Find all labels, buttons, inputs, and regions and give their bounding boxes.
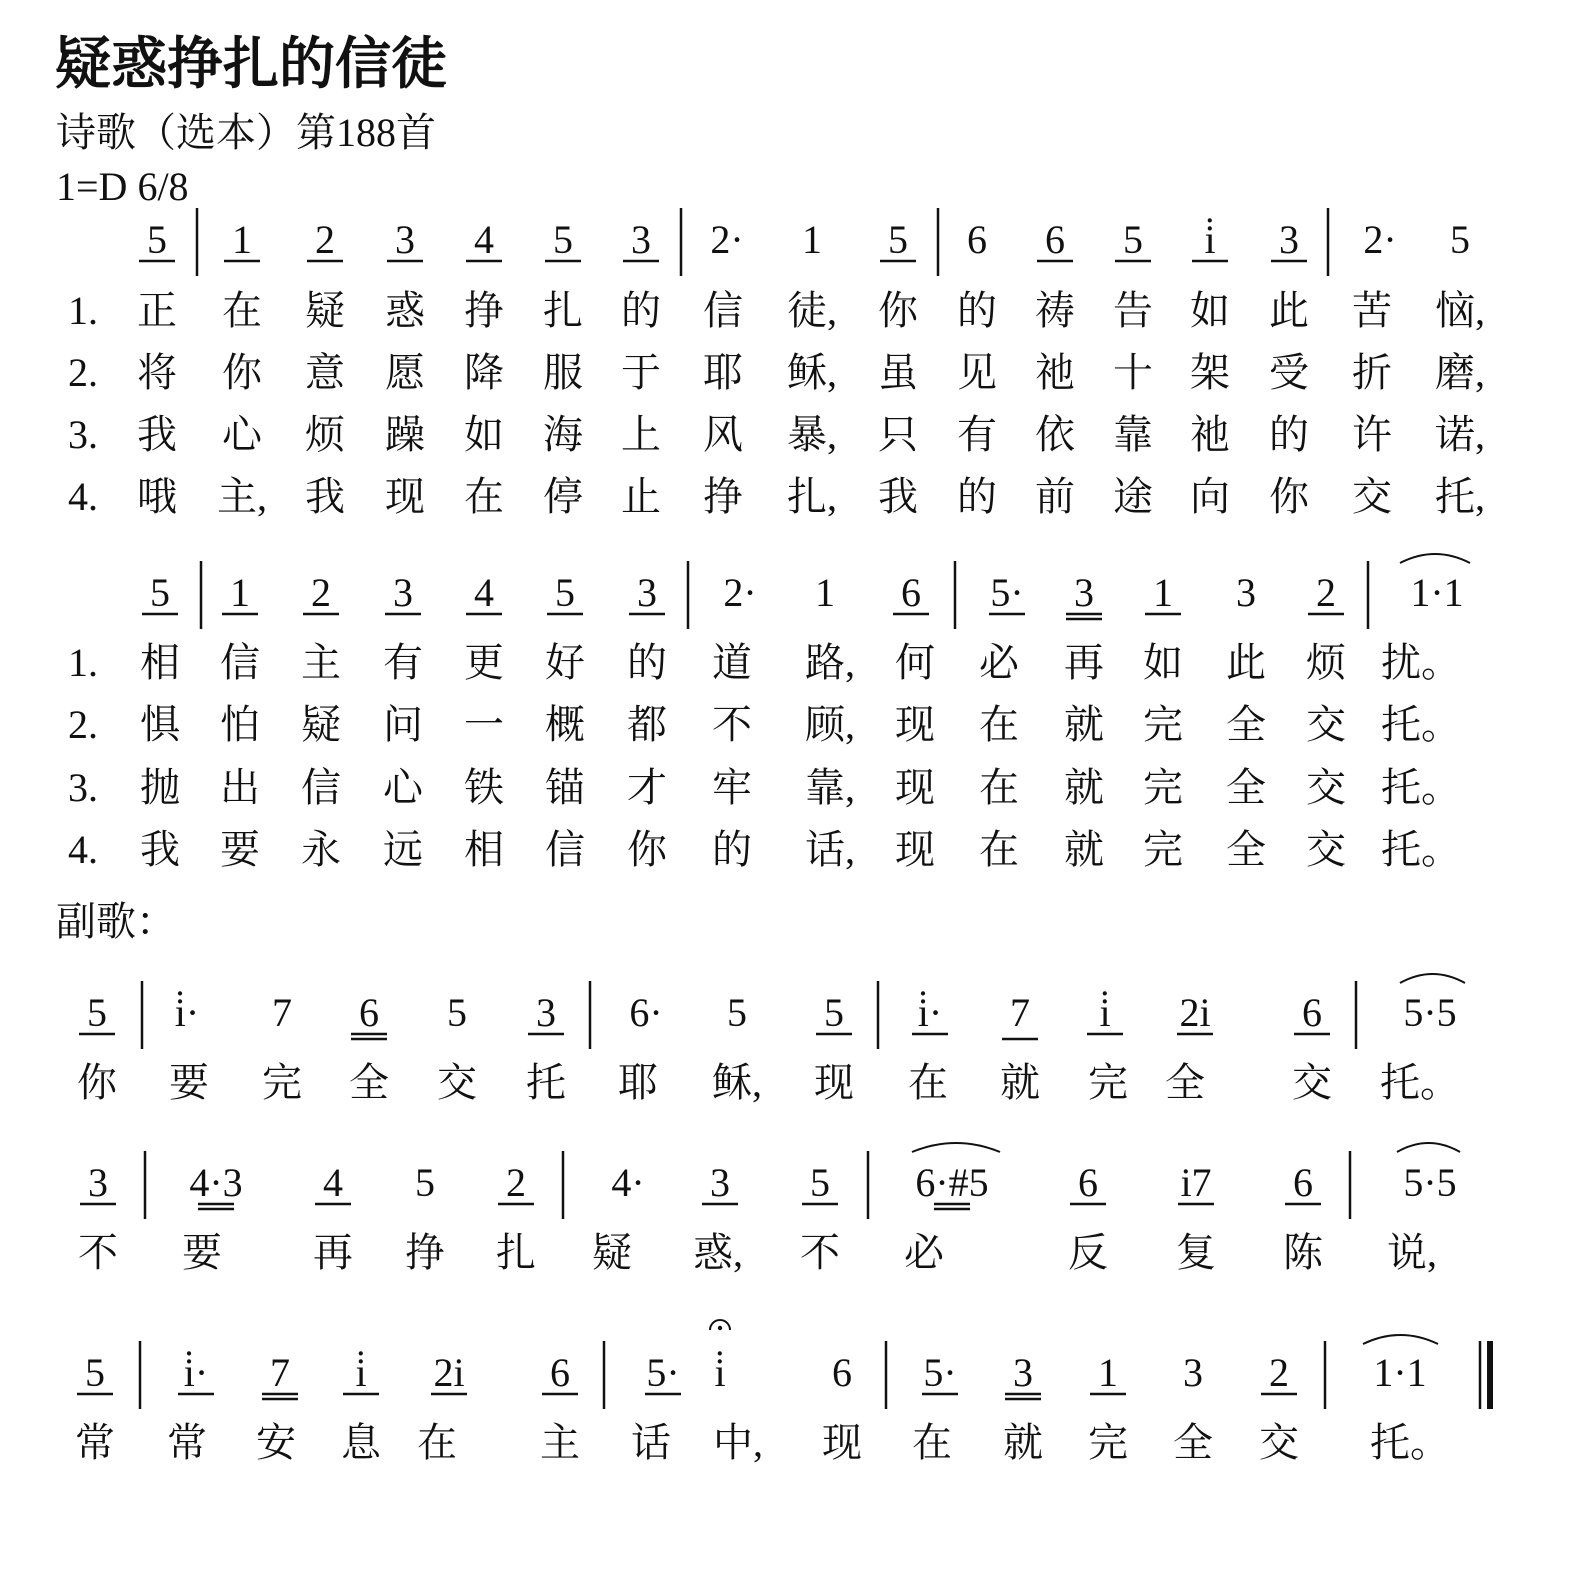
note: 6 [1302,990,1322,1035]
lyric-syllable: 现 [822,1420,862,1465]
lyric-syllable: 1. [68,640,98,685]
lyric-syllable: 你 [1269,474,1309,519]
lyric-syllable: 挣 [464,288,504,333]
lyric-syllable: 在 [417,1420,457,1465]
lyric-syllable: 徒, [787,288,837,333]
lyric-syllable: 托。 [1370,1420,1450,1465]
lyric-syllable: 4. [68,474,98,519]
lyric-syllable: 你 [627,827,667,872]
lyric-syllable: 十 [1113,350,1153,395]
fermata-dot [718,1326,722,1330]
lyric-syllable: 磨, [1435,350,1485,395]
lyric-syllable: 交 [1259,1420,1299,1465]
note: 1 [815,570,835,615]
lyric-syllable: 你 [77,1060,117,1105]
note: 3 [1183,1350,1203,1395]
lyric-syllable: 服 [543,350,583,395]
lyric-syllable: 概 [545,702,585,747]
lyric-syllable: 完 [1143,765,1183,810]
lyric-syllable: 就 [1064,765,1104,810]
lyric-syllable: 陈 [1283,1230,1323,1275]
lyric-syllable: 主, [217,474,267,519]
key-signature: 1=D 6/8 [56,164,189,209]
lyric-syllable: 告 [1113,288,1153,333]
lyric-syllable: 交 [1306,702,1346,747]
lyric-syllable: 4. [68,827,98,872]
lyric-syllable: 扎, [787,474,837,519]
lyric-syllable: 抛 [140,765,180,810]
note: 1 [1098,1350,1118,1395]
note: 3 [393,570,413,615]
lyric-syllable: 祂 [1190,412,1230,457]
lyric-syllable: 道 [712,640,752,685]
section-1 [147,217,1470,262]
note: i̇ [1204,217,1216,262]
note: 5 [727,990,747,1035]
lyric-syllable: 现 [895,827,935,872]
lyric-syllable: 托。 [1381,702,1461,747]
note: 3 [536,990,556,1035]
note: 1 [232,217,252,262]
lyric-syllable: 烦 [305,412,345,457]
lyric-syllable: 托。 [1381,827,1461,872]
lyric-syllable: 交 [1306,765,1346,810]
lyric-syllable: 主 [540,1420,580,1465]
lyric-syllable: 在 [222,288,262,333]
lyric-syllable: 此 [1269,288,1309,333]
lyric-syllable: 正 [137,288,177,333]
lyric-syllable: 有 [383,640,423,685]
note: 3 [710,1160,730,1205]
lyric-syllable: 交 [1352,474,1392,519]
lyric-syllable: 完 [262,1060,302,1105]
note: i̇ [1099,990,1111,1035]
lyric-syllable: 祂 [1035,350,1075,395]
note: 4·3 [189,1160,243,1205]
lyric-syllable: 全 [1226,702,1266,747]
lyric-syllable: 都 [627,702,667,747]
lyric-syllable: 许 [1352,412,1392,457]
lyric-syllable: 惑, [693,1230,743,1275]
lyric-syllable: 途 [1113,474,1153,519]
lyric-syllable: 托, [1435,474,1485,519]
lyric-syllable: 如 [464,412,504,457]
section-4 [88,1160,1457,1205]
lyric-syllable: 2. [68,702,98,747]
lyric-syllable: 交 [1292,1060,1332,1105]
lyric-syllable: 挣 [405,1230,445,1275]
lyric-syllable: 问 [383,702,423,747]
hymnal-reference: 诗歌（选本）第188首 [56,110,436,155]
note: 5 [888,217,908,262]
note: 7 [272,990,292,1035]
note: 1 [802,217,822,262]
lyric-syllable: 我 [878,474,918,519]
lyric-syllable: 完 [1088,1060,1128,1105]
lyric-syllable: 何 [895,640,935,685]
song-title: 疑惑挣扎的信徒 [55,32,447,97]
note: 5 [1123,217,1143,262]
tie-slur [1397,1143,1460,1152]
tie-slur [912,1143,1000,1152]
tie-slur [1400,974,1465,983]
lyric-syllable: 完 [1143,827,1183,872]
lyric-syllable: 如 [1190,288,1230,333]
note: 6 [1045,217,1065,262]
lyric-syllable: 在 [979,702,1019,747]
lyric-syllable: 现 [814,1060,854,1105]
lyric-syllable: 全 [1226,765,1266,810]
lyric-syllable: 稣, [712,1060,762,1105]
lyric-syllable: 全 [1173,1420,1213,1465]
lyric-syllable: 话, [805,827,855,872]
score-layer [68,208,1490,1465]
lyric-syllable: 靠, [805,765,855,810]
lyric-syllable: 相 [140,640,180,685]
lyric-syllable: 主 [301,640,341,685]
note: 5 [150,570,170,615]
lyric-syllable: 要 [182,1230,222,1275]
note: 2 [1269,1350,1289,1395]
lyric-syllable: 怕 [220,702,260,747]
note: 2i [433,1350,465,1395]
note: 4· [611,1160,645,1205]
lyric-syllable: 你 [878,288,918,333]
lyric-syllable: 不 [712,702,752,747]
lyric-syllable: 意 [305,350,345,395]
lyric-syllable: 说, [1387,1230,1437,1275]
note: 4 [323,1160,343,1205]
lyric-syllable: 靠 [1113,412,1153,457]
lyric-syllable: 就 [1064,827,1104,872]
lyric-syllable: 虽 [878,350,918,395]
lyric-syllable: 前 [1035,474,1075,519]
lyric-syllable: 哦 [137,474,177,519]
lyric-syllable: 3. [68,765,98,810]
note: 5 [415,1160,435,1205]
note: 5 [447,990,467,1035]
lyric-syllable: 见 [957,350,997,395]
note: 5·5 [1403,990,1457,1035]
lyric-syllable: 稣, [787,350,837,395]
lyric-syllable: 好 [545,640,585,685]
note: 2 [1316,570,1336,615]
note: 6 [1293,1160,1313,1205]
note: 3 [1074,570,1094,615]
lyric-syllable: 在 [464,474,504,519]
note: 3 [1236,570,1256,615]
note: 6·#5 [915,1160,989,1205]
lyric-syllable: 耶 [703,350,743,395]
lyric-syllable: 停 [543,474,583,519]
lyric-syllable: 就 [1064,702,1104,747]
lyric-syllable: 只 [878,412,918,457]
lyric-syllable: 常 [167,1420,207,1465]
note: 3 [637,570,657,615]
lyric-syllable: 相 [464,827,504,872]
lyric-syllable: 有 [957,412,997,457]
lyric-syllable: 在 [908,1060,948,1105]
lyric-syllable: 信 [301,765,341,810]
lyric-syllable: 现 [385,474,425,519]
lyric-syllable: 在 [979,765,1019,810]
lyric-syllable: 信 [545,827,585,872]
section-5 [85,1350,1427,1395]
lyric-syllable: 如 [1143,640,1183,685]
note: 5 [553,217,573,262]
lyric-syllable: 疑 [592,1230,632,1275]
lyric-syllable: 更 [464,640,504,685]
note: 6 [967,217,987,262]
lyric-syllable: 话 [631,1420,671,1465]
note: 5· [923,1350,957,1395]
lyric-syllable: 牢 [712,765,752,810]
lyric-syllable: 全 [349,1060,389,1105]
lyric-syllable: 安 [256,1420,296,1465]
lyric-syllable: 向 [1190,474,1230,519]
lyric-syllable: 路, [805,640,855,685]
note: 5· [646,1350,680,1395]
lyric-syllable: 恼, [1435,288,1485,333]
lyric-syllable: 我 [305,474,345,519]
note: 7 [270,1350,290,1395]
lyric-syllable: 架 [1190,350,1230,395]
lyric-syllable: 反 [1068,1230,1108,1275]
note: i7 [1180,1160,1212,1205]
note: 2· [723,570,757,615]
note: 2 [506,1160,526,1205]
lyric-syllable: 疑 [301,702,341,747]
note: 3 [88,1160,108,1205]
lyric-syllable: 诺, [1435,412,1485,457]
note: 2 [311,570,331,615]
note: i̇ [355,1350,367,1395]
note: 5 [85,1350,105,1395]
lyric-syllable: 折 [1352,350,1392,395]
note: 5 [810,1160,830,1205]
lyric-syllable: 的 [957,474,997,519]
lyric-syllable: 我 [137,412,177,457]
note: 2· [1363,217,1397,262]
note: 1·1 [1410,570,1464,615]
note: 1 [230,570,250,615]
note: 6 [901,570,921,615]
lyric-syllable: 的 [712,827,752,872]
note: 2 [315,217,335,262]
note: 5· [990,570,1024,615]
lyric-syllable: 2. [68,350,98,395]
lyric-syllable: 降 [464,350,504,395]
note: i̇· [174,990,200,1035]
chorus-label: 副歌： [56,899,176,944]
lyric-syllable: 苦 [1352,288,1392,333]
lyric-syllable: 愿 [385,350,425,395]
note: 6 [550,1350,570,1395]
note: 5 [824,990,844,1035]
lyric-syllable: 要 [169,1060,209,1105]
lyric-syllable: 托 [526,1060,566,1105]
lyric-syllable: 息 [341,1420,381,1465]
lyric-syllable: 在 [912,1420,952,1465]
lyric-syllable: 一 [464,702,504,747]
note: 1 [1153,570,1173,615]
lyric-syllable: 必 [979,640,1019,685]
lyric-syllable: 疑 [305,288,345,333]
lyric-syllable: 在 [979,827,1019,872]
note: 6 [1078,1160,1098,1205]
section-3 [87,990,1457,1035]
note: i̇· [917,990,943,1035]
lyric-syllable: 就 [1000,1060,1040,1105]
tie-slur [1400,554,1470,563]
lyric-syllable: 才 [627,765,667,810]
lyric-syllable: 扎 [543,288,583,333]
note: 5 [1450,217,1470,262]
lyric-syllable: 现 [895,702,935,747]
note: i̇ [714,1350,726,1395]
note: 3 [631,217,651,262]
tie-slur [1363,1335,1438,1344]
lyric-syllable: 顾, [805,702,855,747]
lyric-syllable: 心 [222,412,262,457]
lyric-syllable: 海 [543,412,583,457]
lyric-syllable: 1. [68,288,98,333]
lyric-syllable: 受 [1269,350,1309,395]
note: 5·5 [1403,1160,1457,1205]
lyric-syllable: 心 [383,765,423,810]
note: 5 [87,990,107,1035]
lyric-syllable: 的 [957,288,997,333]
lyric-syllable: 依 [1035,412,1075,457]
lyric-syllable: 锚 [545,765,585,810]
lyric-syllable: 止 [621,474,661,519]
note: 4 [474,570,494,615]
lyric-syllable: 暴, [787,412,837,457]
lyric-syllable: 全 [1226,827,1266,872]
lyric-syllable: 远 [383,827,423,872]
lyric-syllable: 信 [703,288,743,333]
lyric-syllable: 托。 [1381,765,1461,810]
lyric-syllable: 完 [1143,702,1183,747]
note: 6· [629,990,663,1035]
lyric-syllable: 挣 [703,474,743,519]
lyric-syllable: 托。 [1380,1060,1460,1105]
lyric-syllable: 我 [140,827,180,872]
lyric-syllable: 扰。 [1381,640,1461,685]
lyric-syllable: 风 [703,412,743,457]
lyric-syllable: 不 [800,1230,840,1275]
lyric-syllable: 上 [621,412,661,457]
lyric-syllable: 惧 [140,702,180,747]
note: 3 [1013,1350,1033,1395]
lyric-syllable: 再 [1064,640,1104,685]
lyric-syllable: 祷 [1035,288,1075,333]
note: 5 [555,570,575,615]
note: 5 [147,217,167,262]
lyric-syllable: 再 [313,1230,353,1275]
lyric-syllable: 交 [437,1060,477,1105]
lyric-syllable: 复 [1176,1230,1216,1275]
lyric-syllable: 必 [904,1230,944,1275]
lyric-syllable: 将 [137,350,177,395]
note: 7 [1010,990,1030,1035]
lyric-syllable: 永 [301,827,341,872]
note: 6 [832,1350,852,1395]
lyric-syllable: 现 [895,765,935,810]
lyric-syllable: 的 [621,288,661,333]
note: i̇· [183,1350,209,1395]
lyric-syllable: 惑 [385,288,425,333]
lyric-syllable: 于 [621,350,661,395]
note: 4 [474,217,494,262]
note: 2i [1179,990,1211,1035]
lyric-syllable: 就 [1003,1420,1043,1465]
lyric-syllable: 此 [1226,640,1266,685]
lyric-syllable: 常 [75,1420,115,1465]
note: 2· [710,217,744,262]
lyric-syllable: 烦 [1306,640,1346,685]
lyric-syllable: 你 [222,350,262,395]
lyric-syllable: 的 [1269,412,1309,457]
lyric-syllable: 耶 [618,1060,658,1105]
note: 6 [359,990,379,1035]
lyric-syllable: 交 [1306,827,1346,872]
note: 3 [1279,217,1299,262]
lyric-syllable: 中, [713,1420,763,1465]
lyric-syllable: 信 [220,640,260,685]
lyric-syllable: 躁 [385,412,425,457]
section-2 [150,570,1464,615]
lyric-syllable: 3. [68,412,98,457]
lyric-syllable: 扎 [496,1230,536,1275]
lyric-syllable: 的 [627,640,667,685]
lyric-syllable: 全 [1165,1060,1205,1105]
note: 3 [395,217,415,262]
lyric-syllable: 出 [220,765,260,810]
lyric-syllable: 要 [220,827,260,872]
lyric-syllable: 铁 [464,765,504,810]
lyric-syllable: 不 [78,1230,118,1275]
lyric-syllable: 完 [1088,1420,1128,1465]
note: 1·1 [1373,1350,1427,1395]
